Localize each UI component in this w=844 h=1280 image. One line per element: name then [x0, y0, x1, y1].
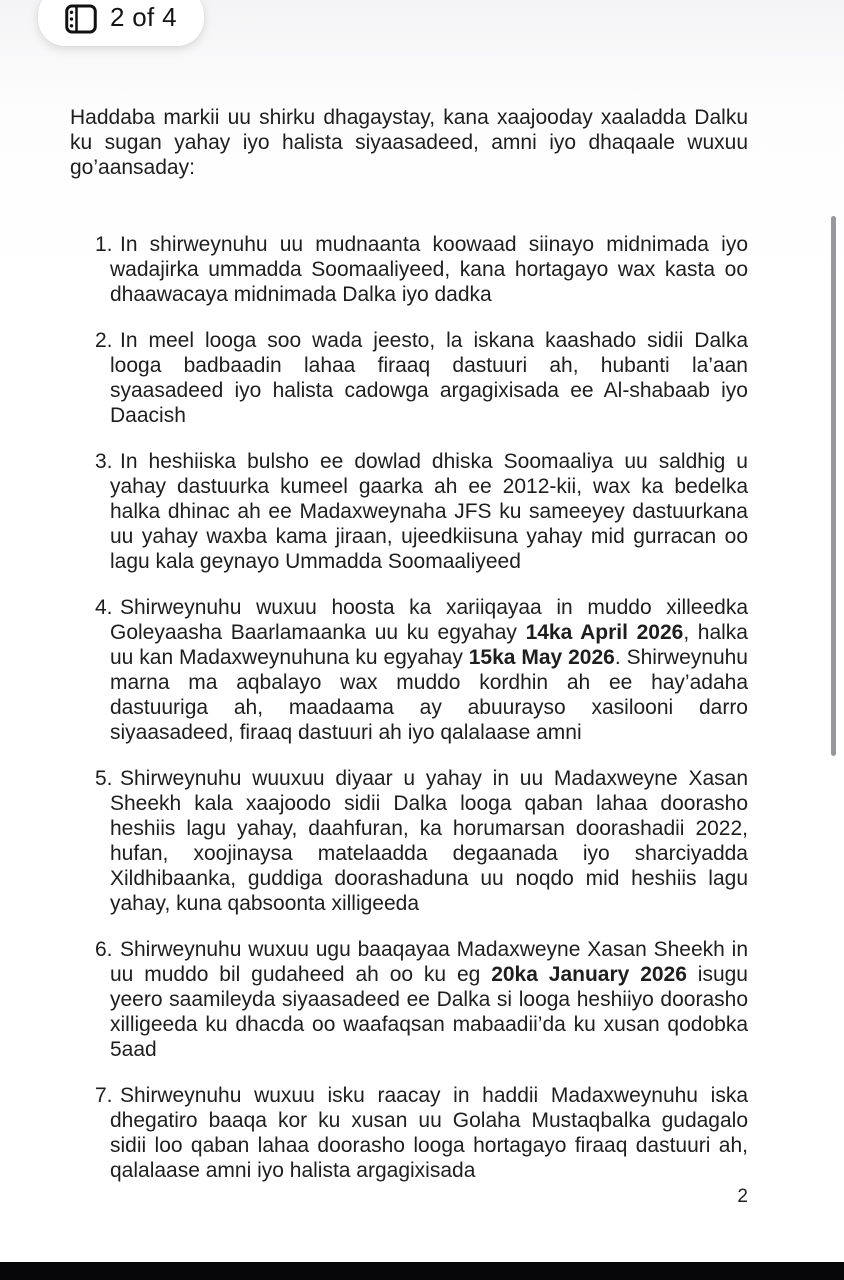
item-number: 6. [95, 938, 113, 961]
item-number: 7. [95, 1084, 113, 1107]
item-text: In meel looga soo wada jeesto, la iskana kaashado sidii Dalka looga badbaadin lahaa firaaq dastuuri ah, hubanti la’aan syaasadeed iyo halista cadowga argagixisada ee Al-shabaab iyo Daacish [110, 329, 748, 427]
list-item [70, 766, 748, 916]
item-number: 2. [95, 329, 113, 352]
item-text: In heshiiska bulsho ee dowlad dhiska Soomaaliya uu saldhig u yahay dastuurka kumeel gaarka ah ee 2012-kii, wax ka bedelka halka dhinac ah ee Madaxweynaha JFS ku sameeyey dastuurkana uu yahay waxba kama jiraan, ujeedkiisuna yahay mid gurracan oo lagu kala geynayo Ummadda Soomaaliyeed [110, 450, 748, 573]
document-page [70, 105, 748, 1183]
intro-paragraph: Haddaba markii uu shirku dhagaystay, kana xaajooday xaaladda Dalku ku sugan yahay iyo halista siyaasadeed, amni iyo dhaqaale wuxuu go’aansaday: [70, 106, 748, 179]
list-item [70, 595, 748, 745]
list-item [70, 328, 748, 428]
numbered-list [70, 232, 748, 1183]
item-text: In shirweynuhu uu mudnaanta koowaad siinayo midnimada iyo wadajirka ummadda Soomaaliyeed, kana hortagayo wax kasta oo dhaawacaya midnimada Dalka iyo dadka [110, 233, 748, 306]
list-item [70, 449, 748, 574]
item-number: 3. [95, 450, 113, 473]
item-text: Shirweynuhu wuxuu ugu baaqayaa Madaxweyne Xasan Sheekh in uu muddo bil gudaheed ah oo ku eg 20ka January 2026 isugu yeero saamileyda siyaasadeed ee Dalka si looga heshiiyo doorasho xilligeeda ku dhacda oo waafaqsan mabaadii’da ku xusan qodobka 5aad [110, 938, 748, 1061]
page-indicator-pill[interactable] [38, 0, 204, 46]
page-number: 2 [737, 1186, 748, 1207]
item-number: 1. [95, 233, 113, 256]
scrollbar-thumb[interactable] [831, 216, 836, 756]
item-text: Shirweynuhu wuxuu hoosta ka xariiqayaa in muddo xilleedka Goleyaasha Baarlamaanka uu ku egyahay 14ka April 2026, halka uu kan Madaxweynuhuna ku egyahay 15ka May 2026. Shirweynuhu marna ma aqbalayo wax muddo kordhin ah ee hay’adaha dastuuriga ah, maadaama ay abuurayso xasilooni darro siyaasadeed, firaaq dastuuri ah iyo qalalaase amni [110, 596, 748, 744]
item-text: Shirweynuhu wuxuu isku raacay in haddii Madaxweynuhu iska dhegatiro baaqa kor ku xusan uu Golaha Mustaqbalka gudagalo sidii loo qaban lahaa doorasho looga hortagayo firaaq dastuuri ah, qalalaase amni iyo halista argagixisada [110, 1084, 748, 1182]
page-indicator-label: 2 of 4 [110, 1, 177, 32]
item-number: 4. [95, 596, 113, 619]
list-item [70, 937, 748, 1062]
item-text: Shirweynuhu wuuxuu diyaar u yahay in uu Madaxweyne Xasan Sheekh kala xaajoodo sidii Dalka looga qaban lahaa doorasho heshiis lagu yahay, daahfuran, ka horumarsan doorashadii 2022, hufan, xoojinaysa matelaadda degaanada iyo sharciyadda Xildhibaanka, guddiga doorashaduna uu noqdo mid heshiis lagu yahay, kuna qabsoonta xilligeeda [110, 767, 748, 915]
page-thumbnails-icon [63, 4, 99, 34]
list-item [70, 232, 748, 307]
bottom-bar [0, 1262, 844, 1280]
item-number: 5. [95, 767, 113, 790]
list-item [70, 1083, 748, 1183]
